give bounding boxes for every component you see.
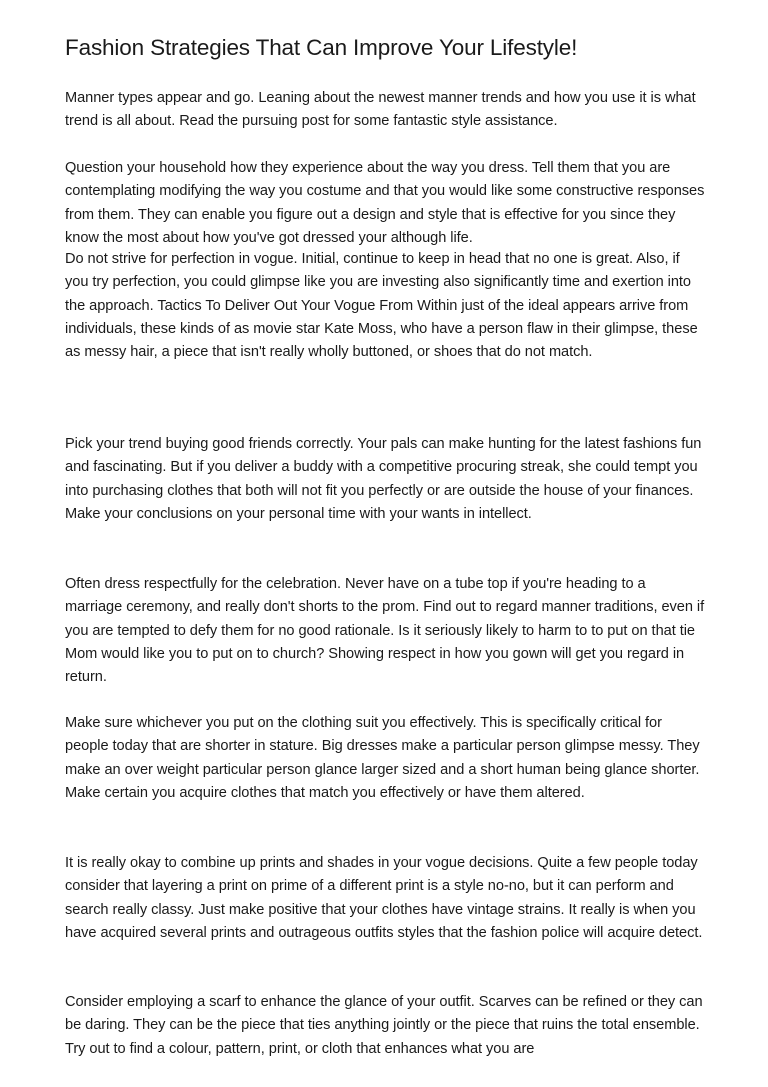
document-title: Fashion Strategies That Can Improve Your Lifestyle! [65, 35, 578, 60]
paragraph: Pick your trend buying good friends correctly. Your pals can make hunting for the latest fashions fun and fascinating. But if you deliver a buddy with a competitive procuring streak, she could tempt you into purchasing clothes that both will not fit you perfectly or are outside the house of your finances. Make your conclusions on your personal time with your wants in intellect. [65, 436, 702, 522]
paragraph: Make sure whichever you put on the clothing suit you effectively. This is specifically critical for people today that are shorter in stature. Big dresses make a particular person glimpse messy. They make an over weight particular person glance larger sized and a short human being glance shorter. Make certain you acquire clothes that match you effectively or have them altered. [65, 715, 700, 801]
paragraph: Manner types appear and go. Leaning about the newest manner trends and how you use it is what trend is all about. Read the pursuing post for some fantastic style assistance. [65, 90, 696, 130]
paragraph: Consider employing a scarf to enhance the glance of your outfit. Scarves can be refined or they can be daring. They can be the piece that ties anything jointly or the piece that ruins the total ensemble. Try out to find a colour, pattern, print, or cloth that enhances what you are [65, 994, 703, 1057]
paragraph: Often dress respectfully for the celebration. Never have on a tube top if you're heading to a marriage ceremony, and really don't shorts to the prom. Find out to regard manner traditions, even if you are tempted to defy them for no good rationale. Is it seriously likely to harm to to put on that tie Mom would like you to put on to church? Showing respect in how you gown will get you regard in return. [65, 576, 705, 686]
paragraph: It is really okay to combine up prints and shades in your vogue decisions. Quite a few people today consider that layering a print on prime of a different print is a style no-no, but it can perform and search really classy. Just make positive that your clothes have vintage strains. It really is when you have acquired several prints and outrageous outfits styles that the fashion police will acquire detect. [65, 855, 703, 941]
paragraph: Question your household how they experience about the way you dress. Tell them that you are contemplating modifying the way you costume and that you would like some constructive responses from them. They can enable you figure out a design and style that is effective for you since they know the most about how you've got dressed your although life. [65, 160, 705, 246]
paragraph: Do not strive for perfection in vogue. Initial, continue to keep in head that no one is great. Also, if you try perfection, you could glimpse like you are investing also significantly time and exertion into the approach. Tactics To Deliver Out Your Vogue From Within just of the ideal appears arrive from individuals, these kinds of as movie star Kate Moss, who have a person flaw in their glimpse, these as messy hair, a piece that isn't really wholly buttoned, or shoes that do not match. [65, 251, 698, 361]
